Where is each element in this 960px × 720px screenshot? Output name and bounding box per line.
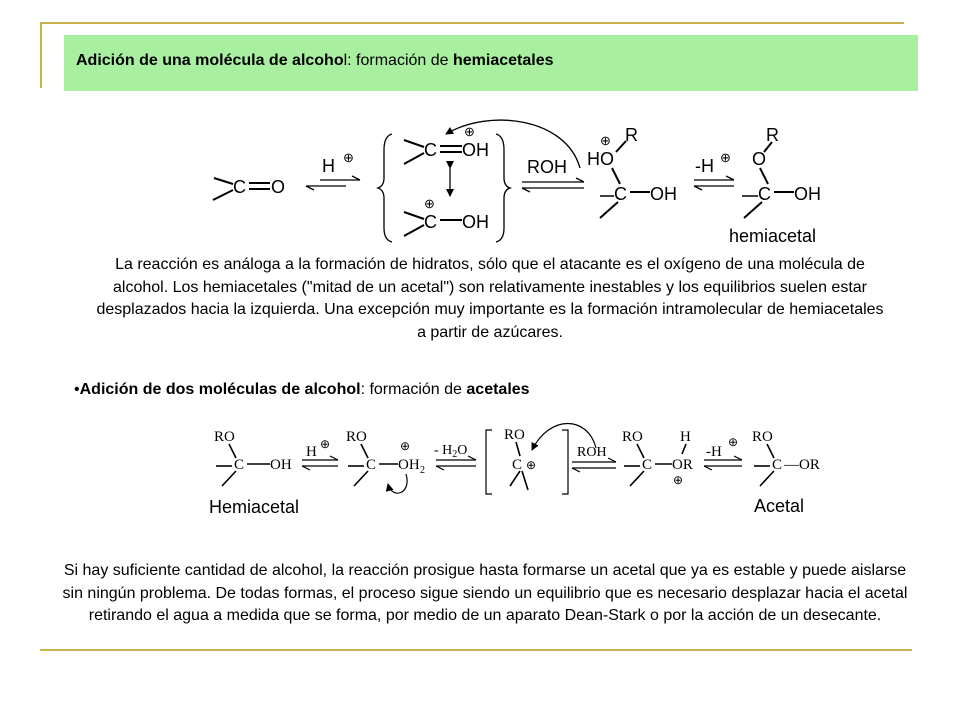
scheme2-protonated-acetal: [622, 429, 693, 487]
scheme2-acetal: [752, 429, 820, 486]
equilibrium-arrow-2: [522, 178, 584, 192]
group-or: OR: [672, 457, 693, 473]
scheme2-oxonium: [346, 429, 425, 493]
heading-bold: Adición de dos moléculas de alcohol: [79, 381, 361, 398]
carbonyl-molecule: [213, 177, 285, 200]
carbocation-bottom: [404, 196, 489, 236]
atom-c: C: [424, 140, 437, 160]
reagent-roh: ROH: [527, 157, 567, 177]
charge-plus: ⊕: [728, 435, 739, 449]
atom-c: C: [642, 457, 653, 473]
group-r: R: [766, 125, 779, 145]
charge-plus: ⊕: [526, 458, 537, 472]
subscript-2: 2: [420, 465, 425, 476]
group-ho: HO: [587, 149, 614, 169]
reagent-h: H: [322, 156, 335, 176]
right-brace: [496, 134, 510, 242]
group-oh: OH: [794, 184, 821, 204]
atom-o: O: [271, 177, 286, 197]
charge-plus: ⊕: [343, 150, 354, 165]
curved-arrow-leaving: [388, 474, 407, 493]
atom-c: C: [512, 457, 523, 473]
equilibrium-arrow-3: [694, 176, 734, 190]
bullet-mark: •: [74, 381, 80, 398]
oxocarbenium-top: [404, 124, 489, 164]
group-r: R: [625, 125, 638, 145]
atom-c: C: [234, 457, 245, 473]
atom-c: C: [233, 177, 246, 197]
left-bracket: [486, 430, 492, 494]
reagent-roh: ROH: [577, 445, 607, 460]
reagent-minus-h2o: - $H_2O$: [434, 443, 468, 460]
paragraph-hemiacetal: La reacción es análoga a la formación de hidratos, sólo que el atacante es el oxígeno de una molécula de alcohol. Los hemiacetales ("mitad de un acetal") son relativamente inestables y los equilibrios suelen estar desplazados hacia la izquierda. Una excepción muy importante es la formación intramolecular de hemiacetales a partir de azúcares.: [96, 256, 884, 341]
title-bold: Adición de una molécula de alcoho: [76, 52, 344, 69]
reagent-h: H: [306, 444, 317, 460]
atom-c: C: [772, 457, 783, 473]
right-bracket: [562, 430, 568, 494]
atom-c: C: [366, 457, 377, 473]
protonated-hemiacetal: [587, 125, 677, 218]
atom-c: C: [614, 184, 627, 204]
group-ro: RO: [214, 429, 235, 445]
charge-plus: ⊕: [600, 133, 611, 148]
charge-plus: ⊕: [320, 437, 331, 451]
charge-plus: ⊕: [424, 196, 435, 211]
charge-plus: ⊕: [673, 473, 684, 487]
hemiacetal-molecule: [742, 125, 821, 218]
reagent-minus-h: -H: [706, 444, 722, 460]
group-oh: OH: [650, 184, 677, 204]
group-oh: OH: [462, 212, 489, 232]
title-bold-end: hemiacetales: [453, 52, 554, 69]
charge-plus: ⊕: [720, 150, 731, 165]
atom-h: H: [680, 429, 691, 445]
label-acetal: Acetal: [754, 496, 805, 516]
heading-normal: : formación de: [360, 381, 467, 398]
equilibrium-arrow-6: [572, 458, 616, 472]
heading-bold-end: acetales: [466, 381, 530, 398]
left-brace: [378, 134, 392, 242]
group-or: —OR: [784, 457, 820, 473]
group-oh2: OH: [398, 457, 420, 473]
paragraph-acetal: Si hay suficiente cantidad de alcohol, la reacción prosigue hasta formarse un acetal que ya es estable y puede aislarse sin ningún problema. De todas formas, el proceso sigue siendo un equilibrio que es necesario desplazar hacia el acetal retirando el agua a medida que se forma, por medio de un aparato Dean-Stark o por la acción de un desecante.: [62, 562, 908, 624]
group-oh: OH: [462, 140, 489, 160]
atom-c: C: [424, 212, 437, 232]
scheme2: [209, 424, 820, 518]
group-ro: RO: [622, 429, 643, 445]
reagent-minus-h: -H: [695, 156, 714, 176]
group-ro: RO: [504, 427, 525, 443]
label-hemiacetal-2: Hemiacetal: [209, 497, 300, 517]
group-ro: RO: [346, 429, 367, 445]
scheme1: [213, 120, 821, 246]
label-hemiacetal: hemiacetal: [729, 226, 817, 246]
charge-plus: ⊕: [400, 439, 411, 453]
atom-o: O: [752, 149, 767, 169]
group-oh: OH: [270, 457, 292, 473]
group-ro: RO: [752, 429, 773, 445]
atom-c: C: [758, 184, 771, 204]
scheme2-hemiacetal: [214, 429, 292, 486]
bullet-heading-acetales: [74, 381, 530, 399]
title-normal: l: formación de: [343, 52, 453, 69]
equilibrium-arrow-1: [306, 176, 360, 190]
charge-plus: ⊕: [464, 124, 475, 139]
